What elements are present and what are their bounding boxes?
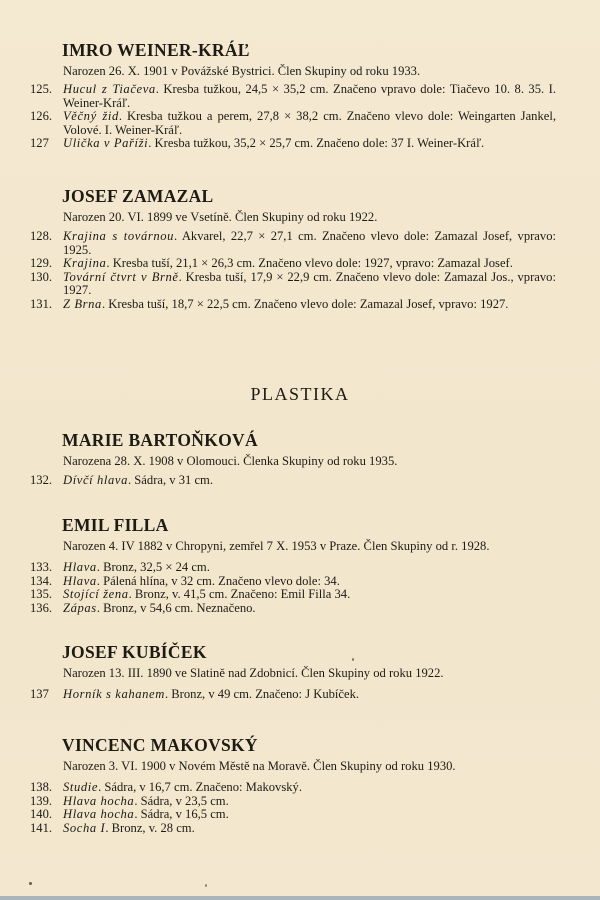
artwork-item — [0, 137, 600, 151]
paper-speck — [352, 658, 354, 661]
artwork-title: Horník s kahanem — [63, 687, 165, 701]
artist-name: JOSEF KUBÍČEK — [62, 642, 207, 662]
artwork-item — [0, 781, 600, 795]
artwork-title: Krajina — [63, 256, 107, 271]
artwork-description: . Bronz, 32,5 × 24 cm. — [96, 560, 210, 574]
artwork-item — [0, 822, 600, 836]
artwork-description: . Sádra, v 16,5 cm. — [134, 807, 229, 822]
artwork-description: . Sádra, v 23,5 cm. — [134, 793, 229, 808]
artwork-item — [0, 588, 600, 602]
artwork-title: Dívčí hlava — [63, 473, 128, 487]
artwork-item — [0, 808, 600, 822]
artwork-list — [0, 474, 600, 488]
catalog-number: 128. — [30, 229, 53, 243]
artwork-title: Krajina s továrnou — [63, 229, 175, 243]
artwork-description: . Bronz, v 49 cm. Značeno: J Kubíček. — [164, 687, 360, 701]
artwork-item — [0, 688, 600, 702]
artwork-description: . Kresba tuší, 17,9 × 22,9 cm. Značeno vlevo dole: Zamazal Jos., vpravo: 1927. — [63, 269, 556, 298]
catalog-number: 125. — [30, 82, 53, 96]
artwork-item — [0, 257, 600, 271]
artist-bio: Narozen 20. VI. 1899 ve Vsetíně. Člen Skupiny od roku 1922. — [63, 210, 378, 224]
artwork-list — [0, 688, 600, 702]
artist-bio: Narozen 13. III. 1890 ve Slatině nad Zdobnicí. Člen Skupiny od roku 1922. — [63, 666, 444, 680]
catalog-number: 131. — [30, 296, 53, 311]
scan-edge — [0, 896, 600, 900]
artwork-title: Socha I — [63, 820, 106, 835]
artist-bio: Narozen 4. IV 1882 v Chropyni, zemřel 7 X. 1953 v Praze. Člen Skupiny od r. 1928. — [63, 539, 490, 553]
artwork-item — [0, 271, 600, 298]
artwork-list — [0, 561, 600, 615]
artwork-title: Věčný žid — [63, 109, 119, 124]
artwork-item — [0, 795, 600, 809]
artwork-description: . Kresba tužkou, 35,2 × 25,7 cm. Značeno dole: 37 I. Weiner-Kráľ. — [148, 136, 485, 151]
artwork-item — [0, 561, 600, 575]
artwork-description: . Kresba tuší, 21,1 × 26,3 cm. Značeno vlevo dole: 1927, vpravo: Zamazal Josef. — [106, 256, 513, 271]
artwork-title: Studie — [63, 780, 99, 794]
artwork-list — [0, 83, 600, 151]
artwork-title: Hlava — [63, 573, 97, 588]
artist-name: VINCENC MAKOVSKÝ — [62, 735, 258, 755]
artwork-title: Hlava hocha — [63, 793, 135, 808]
artwork-item — [0, 83, 600, 110]
artwork-description: . Akvarel, 22,7 × 27,1 cm. Značeno vlevo dole: Zamazal Josef, vpravo: 1925. — [63, 229, 556, 257]
artist-name: JOSEF ZAMAZAL — [62, 186, 214, 206]
artist-bio: Narozen 3. VI. 1900 v Novém Městě na Moravě. Člen Skupiny od roku 1930. — [63, 759, 456, 773]
artwork-description: . Bronz, v 54,6 cm. Neznačeno. — [96, 600, 256, 615]
artwork-title: Stojící žena — [63, 587, 129, 602]
artwork-title: Z Brna — [63, 296, 102, 311]
catalog-number: 129. — [30, 256, 53, 271]
artist-bio: Narozen 26. X. 1901 v Povážské Bystrici. Člen Skupiny od roku 1933. — [63, 64, 421, 78]
section-heading: PLASTIKA — [250, 384, 350, 404]
artwork-description: . Kresba tuší, 18,7 × 22,5 cm. Značeno vlevo dole: Zamazal Josef, vpravo: 1927. — [101, 296, 509, 311]
artwork-description: . Kresba tužkou, 24,5 × 35,2 cm. Značeno vpravo dole: Tiačevo 10. 8. 35. I. Weiner-Kráľ. — [63, 82, 556, 110]
catalog-number: 138. — [30, 780, 53, 794]
artwork-item — [0, 474, 600, 488]
catalog-number: 130. — [30, 269, 53, 284]
artwork-title: Tovární čtvrt v Brně — [63, 269, 179, 284]
artwork-list — [0, 230, 600, 312]
artwork-description: . Pálená hlína, v 32 cm. Značeno vlevo dole: 34. — [96, 573, 340, 588]
artist-name: IMRO WEINER-KRÁĽ — [62, 40, 250, 60]
paper-speck — [29, 882, 32, 885]
artwork-title: Ulička v Paříži — [63, 136, 149, 151]
artwork-title: Zápas — [63, 600, 97, 615]
artwork-item — [0, 602, 600, 616]
artwork-item — [0, 110, 600, 137]
artwork-description: . Bronz, v. 41,5 cm. Značeno: Emil Filla 34. — [128, 587, 351, 602]
artwork-item — [0, 575, 600, 589]
catalog-number: 134. — [30, 573, 53, 588]
artwork-item — [0, 298, 600, 312]
catalog-number: 126. — [30, 109, 53, 124]
artwork-title: Hlava — [63, 560, 97, 574]
catalog-number: 137 — [30, 687, 49, 701]
catalog-number: 133. — [30, 560, 53, 574]
catalog-number: 140. — [30, 807, 53, 822]
catalog-number: 139. — [30, 793, 53, 808]
paper-speck — [205, 884, 207, 887]
catalog-number: 135. — [30, 587, 53, 602]
catalog-number: 136. — [30, 600, 53, 615]
artwork-description: . Sádra, v 16,7 cm. Značeno: Makovský. — [98, 780, 302, 794]
artwork-description: . Bronz, v. 28 cm. — [105, 820, 195, 835]
catalog-number: 141. — [30, 820, 53, 835]
artwork-title: Hlava hocha — [63, 807, 135, 822]
artwork-item — [0, 230, 600, 257]
artwork-title: Hucul z Tiačeva — [63, 82, 156, 96]
artist-name: EMIL FILLA — [62, 515, 169, 535]
catalog-number: 132. — [30, 473, 53, 487]
artist-name: MARIE BARTOŇKOVÁ — [62, 430, 258, 450]
artwork-description: . Sádra, v 31 cm. — [128, 473, 213, 487]
artist-bio: Narozena 28. X. 1908 v Olomouci. Členka Skupiny od roku 1935. — [63, 454, 398, 468]
artwork-list — [0, 781, 600, 835]
catalog-number: 127 — [30, 136, 49, 151]
artwork-description: . Kresba tužkou a perem, 27,8 × 38,2 cm. Značeno vlevo dole: Weingarten Jankel, Volové. I. Weiner-Kráľ. — [63, 109, 556, 137]
